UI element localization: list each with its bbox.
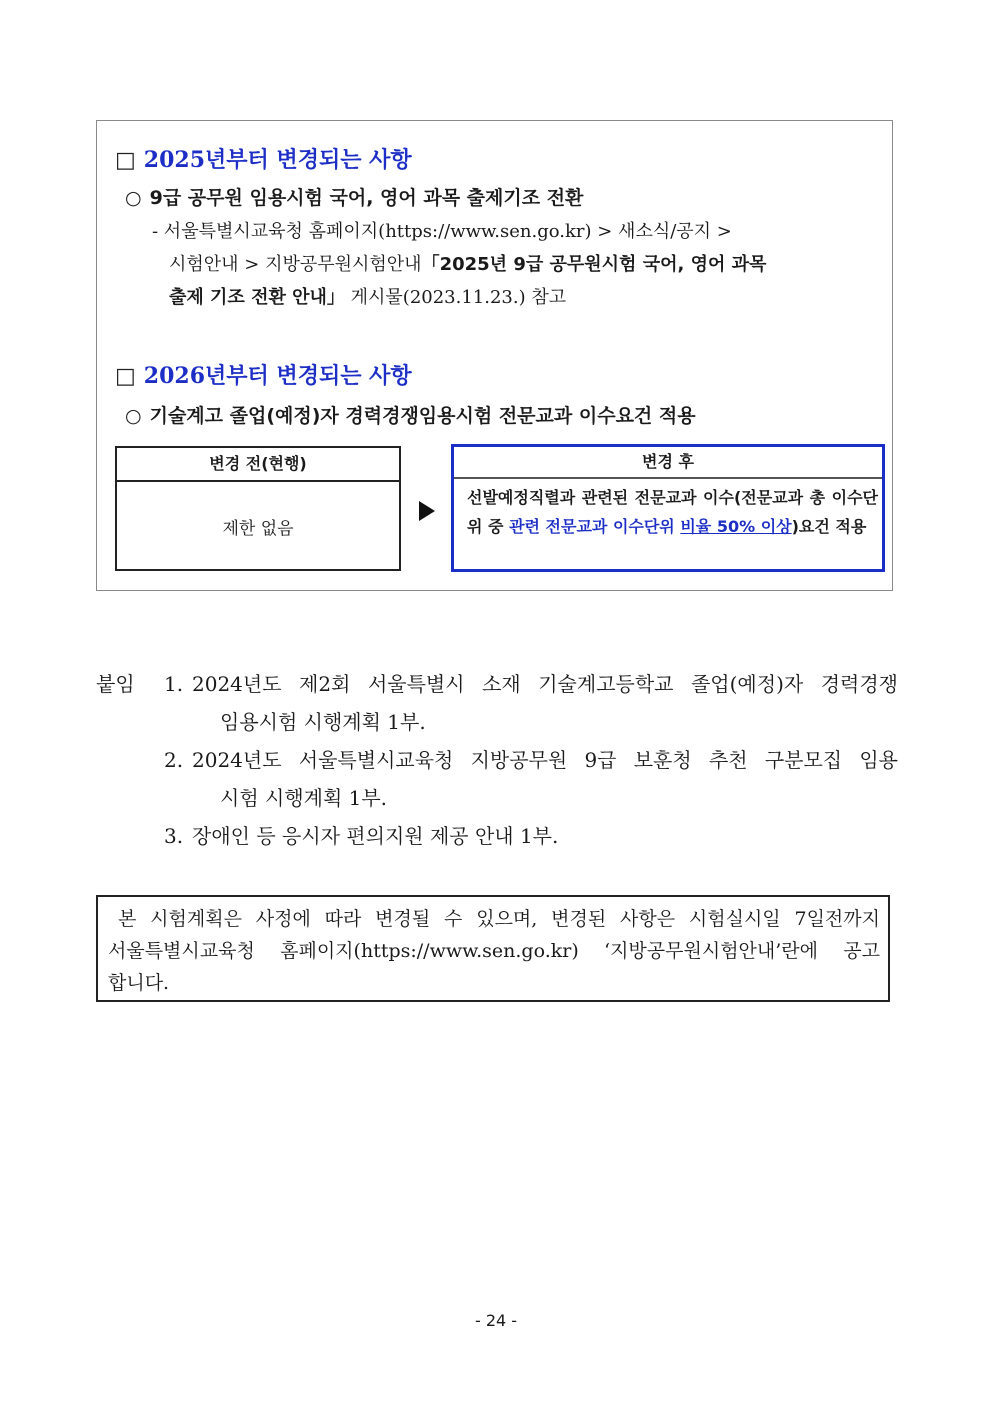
detail-line-1: - 서울특별시교육청 홈페이지(https://www.sen.go.kr) > 새소식/공지 > — [152, 221, 732, 242]
section-2025-detail — [152, 215, 852, 314]
attachments — [96, 665, 898, 855]
circle-bullet-icon: ○ — [125, 187, 142, 209]
detail-line-2 — [152, 248, 852, 281]
after-body-text-1: 선발예정직렬과 관련된 전문교과 이수(전문교과 총 이수단위 중 — [467, 488, 878, 536]
attachment-text-cont: 임용시험 시행계획 1부. — [220, 710, 426, 734]
section-2025-item-title: 9급 공무원 임용시험 국어, 영어 과목 출제기조 전환 — [149, 187, 584, 209]
detail-line-2-prefix: 시험안내 > 지방공무원시험안내 — [169, 254, 422, 275]
attachment-text: 장애인 등 응시자 편의지원 제공 안내 1부. — [192, 824, 559, 848]
section-2025-heading — [115, 143, 412, 174]
changes-notice-box — [96, 120, 893, 591]
section-2026-item — [125, 401, 696, 428]
after-change-box — [451, 444, 885, 572]
after-change-body — [454, 479, 882, 541]
section-2026-heading — [115, 359, 412, 390]
before-change-box — [115, 446, 401, 571]
section-2026-title: 2026년부터 변경되는 사항 — [143, 363, 412, 389]
after-body-text-2: )요건 적용 — [791, 517, 867, 536]
notice-post-title: 「2025년 9급 공무원시험 국어, 영어 과목 — [421, 254, 767, 275]
attachment-text-cont: 시험 시행계획 1부. — [220, 786, 388, 810]
exam-plan-notice-box — [96, 895, 890, 1002]
attachment-item — [96, 817, 898, 855]
notice-line-2: 서울특별시교육청 홈페이지(https://www.sen.go.kr) ‘지방공무원시험안내’란에 공고 — [108, 940, 880, 962]
attachment-number: 2. — [164, 748, 184, 772]
notice-line-1: 본 시험계획은 사정에 따라 변경될 수 있으며, 변경된 사항은 시험실시일 7일전까지 — [118, 908, 880, 930]
after-change-header: 변경 후 — [454, 447, 882, 479]
before-change-header: 변경 전(현행) — [117, 448, 399, 482]
attachment-text: 2024년도 제2회 서울특별시 소재 기술계고등학교 졸업(예정)자 경력경쟁 — [192, 672, 898, 696]
attachment-number: 3. — [164, 824, 184, 848]
page-number: - 24 - — [474, 1311, 518, 1330]
checkbox-icon: □ — [115, 364, 136, 389]
section-2026-item-title: 기술계고 졸업(예정)자 경력경쟁임용시험 전문교과 이수요건 적용 — [149, 405, 696, 427]
before-change-body: 제한 없음 — [222, 519, 294, 539]
notice-post-title-end: 출제 기조 전환 안내」 — [169, 287, 345, 308]
checkbox-icon: □ — [115, 148, 136, 173]
after-body-highlight: 관련 전문교과 이수단위 — [509, 517, 681, 536]
after-body-ratio: 비율 50% 이상 — [680, 517, 792, 536]
detail-line-3-suffix: 게시물(2023.11.23.) 참고 — [344, 287, 567, 308]
attachments-label: 붙임 — [96, 672, 135, 696]
arrow-right-icon — [419, 501, 435, 521]
attachment-text: 2024년도 서울특별시교육청 지방공무원 9급 보훈청 추천 구분모집 임용 — [192, 748, 898, 772]
attachment-item — [96, 741, 898, 817]
section-2025-item — [125, 183, 583, 210]
detail-line-3 — [152, 281, 852, 314]
circle-bullet-icon: ○ — [125, 405, 142, 427]
attachment-item — [96, 665, 898, 741]
attachment-number: 1. — [164, 672, 184, 696]
notice-line-3: 합니다. — [108, 972, 170, 994]
section-2025-title: 2025년부터 변경되는 사항 — [143, 147, 412, 173]
